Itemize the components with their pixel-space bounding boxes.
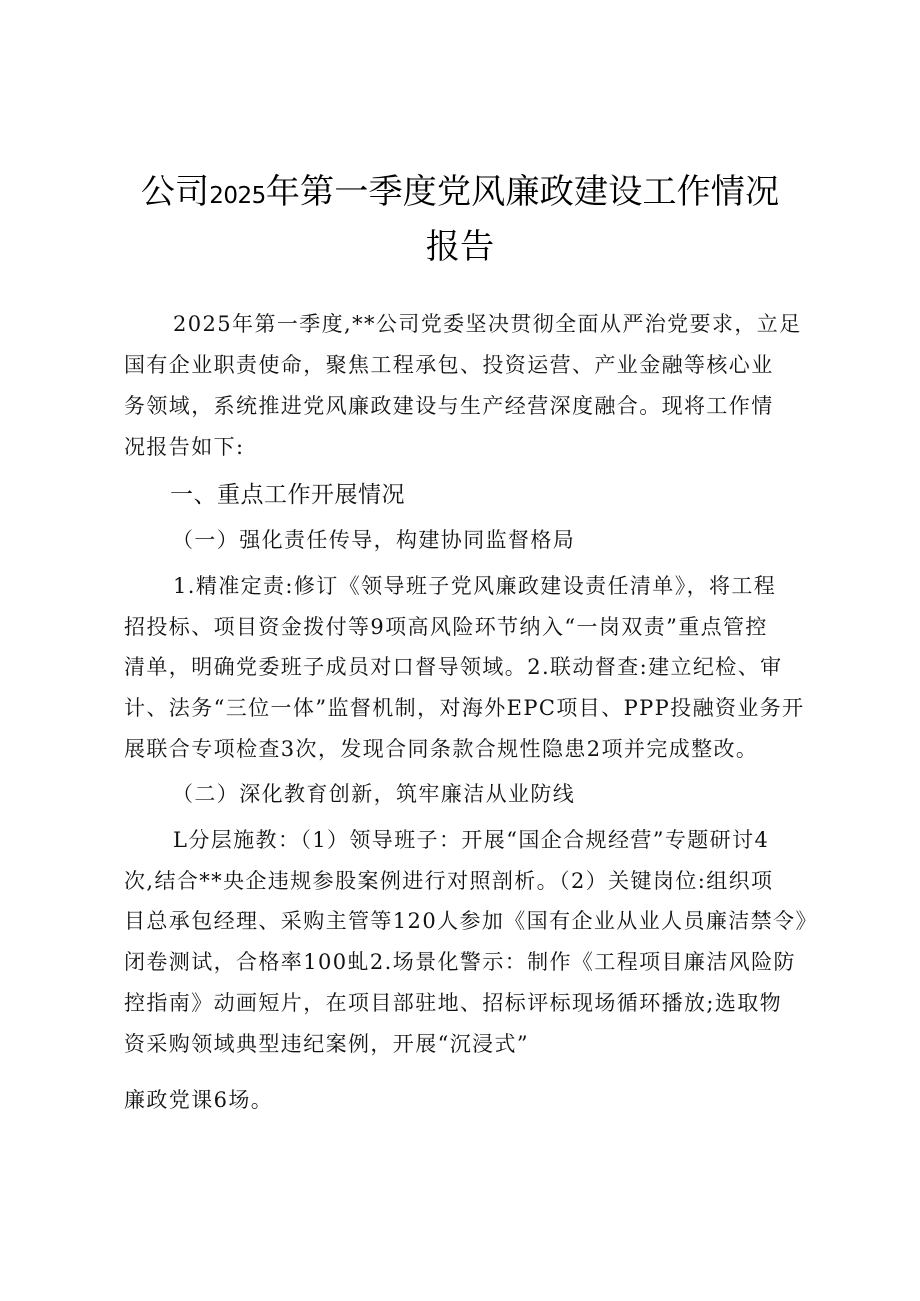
title-suffix: 年第一季度党风廉政建设工作情况 [265, 172, 780, 212]
subsection-heading-2: （二）深化教育创新，筑牢廉洁从业防线 [172, 782, 576, 806]
subsection-1-line-2: 招投标、项目资金拨付等9项高风险环节纳入“一岗双责”重点管控 [124, 615, 768, 639]
subsection-1-line-3: 清单，明确党委班子成员对口督导领域。2.联动督查:建立纪检、审 [124, 655, 783, 679]
subsection-1-line-4: 计、法务“三位一体”监督机制，对海外EPC项目、PPP投融资业务开 [124, 696, 805, 720]
subsection-2-line-7: 廉政党课6场。 [124, 1088, 274, 1112]
intro-line-4: 况报告如下: [124, 435, 245, 459]
subsection-2-line-1: L分层施教：（1）领导班子：开展“国企合规经营”专题研讨4 [173, 828, 770, 852]
intro-line-2: 国有企业职责使命，聚焦工程承包、投资运营、产业金融等核心业 [124, 353, 774, 377]
title-prefix: 公司 [140, 172, 210, 212]
intro-line-1: 2025年第一季度,**公司党委坚决贯彻全面从严治党要求，立足 [173, 312, 802, 336]
document-title-line-1 [0, 164, 920, 213]
subsection-2-line-3: 目总承包经理、采购主管等120人参加《国有企业从业人员廉洁禁令》 [124, 909, 818, 933]
subsection-2-line-5: 控指南》动画短片，在项目部驻地、招标评标现场循环播放;选取物 [124, 991, 783, 1015]
section-heading-1: 一、重点工作开展情况 [170, 482, 405, 508]
subsection-1-line-1: 1.精准定责:修订《领导班子党风廉政建设责任清单》，将工程 [173, 574, 777, 598]
subsection-2-line-6: 资采购领域典型违纪案例，开展“沉浸式” [124, 1032, 530, 1056]
subsection-2-line-4: 闭卷测试，合格率100虬2.场景化警示：制作《工程项目廉洁风险防 [124, 950, 796, 974]
title-year: 2025 [209, 183, 266, 209]
subsection-1-line-5: 展联合专项检查3次，发现合同条款合规性隐患2项并完成整改。 [124, 737, 759, 761]
subsection-2-line-2: 次,结合**央企违规参股案例进行对照剖析。（2）关键岗位:组织项 [124, 869, 774, 893]
subsection-heading-1: （一）强化责任传导，构建协同监督格局 [172, 528, 576, 552]
intro-line-3: 务领域，系统推进党风廉政建设与生产经营深度融合。现将工作情 [124, 394, 774, 418]
document-title-line-2: 报告 [425, 227, 495, 267]
